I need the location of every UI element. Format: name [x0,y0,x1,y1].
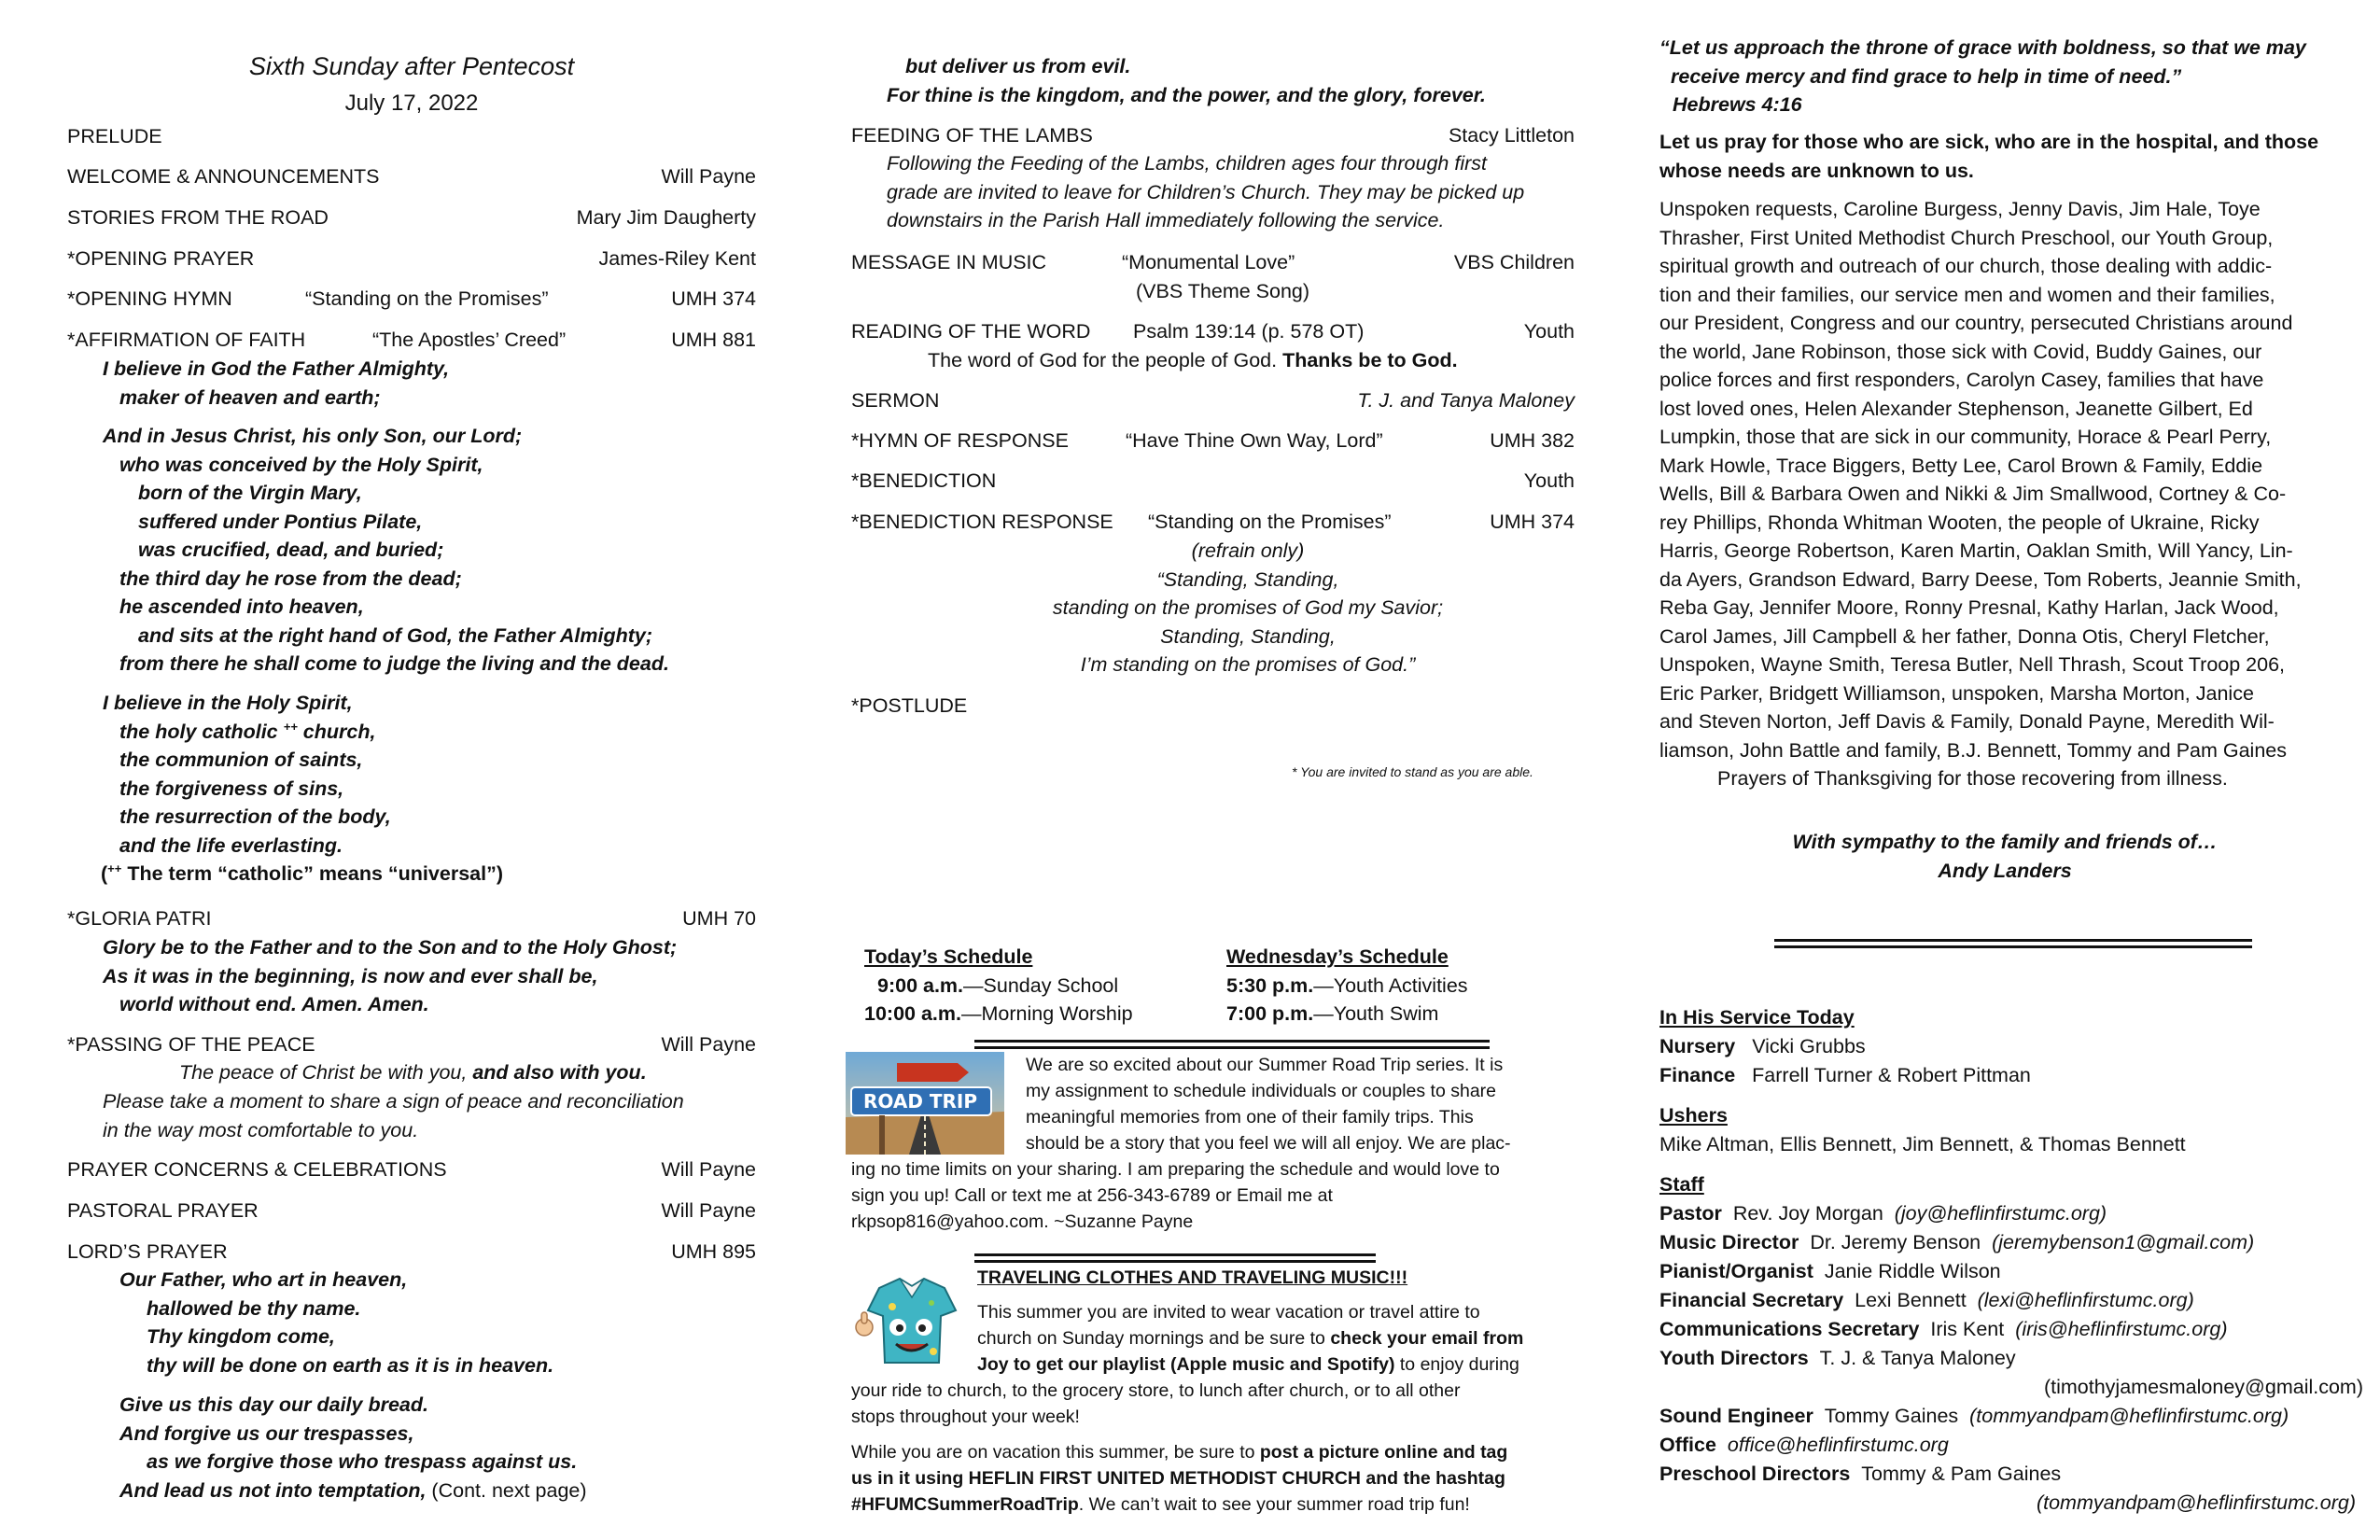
message-music-item: MESSAGE IN MUSIC VBS Children [851,248,1575,277]
traveling-text-5: stops throughout your week! [851,1407,1080,1427]
leader: VBS Children [1453,251,1575,273]
leader: T. J. and Tanya Maloney [1357,389,1575,412]
leader: Youth [1523,320,1575,343]
vacation-text-3: #HFUMCSummerRoadTrip. We can’t wait to see your summer road trip fun! [851,1494,1470,1515]
svg-text:ROAD TRIP: ROAD TRIP [862,1090,978,1113]
prayer-list: Unspoken requests, Caroline Burgess, Jenny Davis, Jim Hale, Toye Thrasher, First United Methodist Church Preschool, our Youth Group, spiritual growth and outreach of our church, those dealing with addic- tion and their families, our service men and women and their families, our President, Congress and our country, persecuted Christians around the world, Jane Robinson, those sick with Covid, Buddy Gaines, our police forces and first responders, Carolyn Casey, families that have lost loved ones, Helen Alexander Stephenson, Jeanette Gilbert, Ed Lumpkin, those that are sick in our community, Horace & Pearl Perry, Mark Howle, Trace Biggers, Betty Lee, Carol Brown & Family, Eddie Wells, Bill & Barbara Owen and Nikki & Jim Smallwood, Cortney & Co- rey Phillips, Rhonda Whitman Wooten, the people of Ukraine, Ricky Harris, George Robertson, Karen Martin, Oaklan Smith, Will Yancy, Lin- da Ayers, Grandson Edward, Barry Deese, Tom Roberts, Jeannie Smith, Reba Gay, Jennifer Moore, Ronny Presnal, Kathy Harlan, Jack Wood, Carol James, Jill Campbell & her father, Donna Otis, Cheryl Fletcher, Unspoken, Wayne Smith, Teresa Butler, Nell Thrash, Scout Troop 206, Eric Parker, Bridgett Williamson, unspoken, Marsha Morton, Janice and Steven Norton, Jeff Davis & Family, Donald Payne, Meredith Wil- liamson, John Battle and family, B.J. Bennett, Tommy and Pam Gaines Prayers of Thanksgiving for those recovering from illness. [1659,195,2350,793]
nursery-row: Nursery Vicki Grubbs [1659,1035,1866,1057]
opening-hymn-title: “Standing on the Promises” [305,287,549,310]
staff-pastor: Pastor Rev. Joy Morgan (joy@heflinfirstumc.org) [1659,1202,2107,1225]
gloria-text: Glory be to the Father and to the Son and to the Holy Ghost; As it was in the beginning, is now and ever shall be, world without end. Amen. Amen. [103,936,678,1015]
catholic-note: (++ The term “catholic” means “universal”) [101,861,503,885]
leader: Will Payne [661,1158,756,1181]
reading-passage: Psalm 139:14 (p. 578 OT) [1133,320,1365,343]
ushers-list: Mike Altman, Ellis Bennett, Jim Bennett, & Thomas Bennett [1659,1133,2186,1155]
sympathy-name: Andy Landers [1938,859,2072,882]
traveling-text-1: This summer you are invited to wear vacation or travel attire to [977,1302,1480,1323]
road-trip-sign-icon [846,1052,1004,1155]
lords-prayer-end: but deliver us from evil. For thine is the kingdom, and the power, and the glory, forever. [887,55,1486,106]
road-trip-text: We are so excited about our Summer Road Trip series. It is my assignment to schedule individuals or couples to share meaningful memories from one of their family trips. This should be a story that you feel we will all enjoy. We are plac- [1026,1055,1511,1154]
vacation-text-2: us in it using HEFLIN FIRST UNITED METHODIST CHURCH and the hashtag [851,1468,1505,1489]
postlude: *POSTLUDE [851,694,968,717]
leader: James-Riley Kent [598,247,756,270]
hymn-response-item: *HYMN OF RESPONSE UMH 382 [851,427,1575,455]
preschool-email[interactable]: (tommyandpam@heflinfirstumc.org) [2036,1491,2356,1514]
music-title: “Monumental Love” [1122,251,1295,273]
reading-item: READING OF THE WORD Youth [851,317,1575,346]
affirmation-item: *AFFIRMATION OF FAITH UMH 881 [67,326,756,355]
email-link[interactable]: office@heflinfirstumc.org [1727,1434,1949,1456]
today-schedule: Today’s Schedule 9:00 a.m.—Sunday School 10:00 a.m.—Morning Worship [864,943,1172,1029]
welcome-item: WELCOME & ANNOUNCEMENTS Will Payne [67,162,756,191]
staff-financial-secretary: Financial Secretary Lexi Bennett (lexi@heflinfirstumc.org) [1659,1289,2194,1311]
peace-response: The peace of Christ be with you, and also with you. [179,1061,647,1084]
email-link[interactable]: (jeremybenson1@gmail.com) [1992,1231,2255,1253]
staff-sound-engineer: Sound Engineer Tommy Gaines (tommyandpam@heflinfirstumc.org) [1659,1405,2289,1427]
traveling-heading: TRAVELING CLOTHES AND TRAVELING MUSIC!!! [977,1267,1408,1288]
finance-row: Finance Farrell Turner & Robert Pittman [1659,1064,2031,1086]
stories-item: STORIES FROM THE ROAD Mary Jim Daugherty [67,203,756,232]
hymn-ref: UMH 374 [1490,511,1575,533]
traveling-text-3: Joy to get our playlist (Apple music and Spotify) to enjoy during [977,1354,1519,1375]
music-subtitle: (VBS Theme Song) [1136,280,1310,302]
verse-reference: Hebrews 4:16 [1673,93,1802,116]
wednesday-schedule: Wednesday’s Schedule 5:30 p.m.—Youth Activities 7:00 p.m.—Youth Swim [1226,943,1544,1029]
staff-heading: Staff [1659,1173,1704,1196]
leader: Will Payne [661,1199,756,1222]
hymn-ref: UMH 881 [671,329,756,351]
hymn-ref: UMH 374 [671,287,756,310]
hymn-response-title: “Have Thine Own Way, Lord” [1126,429,1383,452]
prelude: PRELUDE [67,125,162,147]
creed-part-3: I believe in the Holy Spirit, the holy catholic ++ church, the communion of saints, the forgiveness of sins, the resurrection of the body, and the life everlasting. (++ The term “catholic” means “universal”) [67,689,756,889]
feeding-lambs-item: FEEDING OF THE LAMBS Stacy Littleton [851,121,1575,150]
hymn-ref: UMH 70 [682,907,756,930]
feeding-lambs-text: Following the Feeding of the Lambs, children ages four through first grade are invited to leave for Children’s Church. They may be picked up downstairs in the Parish Hall immediately following the service. [887,152,1525,231]
passing-peace-item: *PASSING OF THE PEACE Will Payne [67,1030,756,1059]
prayer-concerns-item: PRAYER CONCERNS & CELEBRATIONS Will Payne [67,1155,756,1184]
hymn-ref: UMH 895 [671,1240,756,1263]
opening-hymn-item: *OPENING HYMN UMH 374 [67,285,756,314]
peace-instructions: Please take a moment to share a sign of peace and reconciliation in the way most comfortable to you. [103,1090,684,1141]
sermon-item: SERMON T. J. and Tanya Maloney [851,386,1575,415]
creed-part-1: I believe in God the Father Almighty, maker of heaven and earth; [103,357,450,409]
leader: Stacy Littleton [1448,124,1575,147]
road-trip-text-cont: ing no time limits on your sharing. I am preparing the schedule and would love to sign you up! Call or text me at 256-343-6789 or Email me at rkpsop816@yahoo.com. ~Suzanne Payne [851,1159,1500,1232]
staff-pianist: Pianist/Organist Janie Riddle Wilson [1659,1260,2001,1282]
shirt-mascot-icon [851,1269,973,1372]
staff-office: Office office@heflinfirstumc.org [1659,1434,1949,1456]
email-link[interactable]: (joy@heflinfirstumc.org) [1894,1202,2107,1225]
leader: Will Payne [661,165,756,188]
sympathy-note: With sympathy to the family and friends of… Andy Landers [1659,828,2350,885]
road-trip-image [846,1052,1004,1155]
leader: Mary Jim Daugherty [576,206,756,229]
thanksgiving-line: Prayers of Thanksgiving for those recovering from illness. [1717,767,2228,790]
opening-prayer-item: *OPENING PRAYER James-Riley Kent [67,245,756,273]
divider [1774,939,2252,948]
scripture-verse: “Let us approach the throne of grace with boldness, so that we may receive mercy and find grace to help in time of need.” Hebrews 4:16 [1659,34,2350,119]
stand-note: * You are invited to stand as you are able. [1292,764,1533,779]
benediction-response-item: *BENEDICTION RESPONSE UMH 374 [851,508,1575,537]
email-link[interactable]: (lexi@heflinfirstumc.org) [1977,1289,2194,1311]
traveling-text-2: church on Sunday mornings and be sure to check your email from [977,1328,1524,1349]
lords-prayer-text-2: Give us this day our daily bread. And forgive us our trespasses, as we forgive those who trespass against us. And lead us not into temptation, (Cont. next page) [119,1393,587,1502]
refrain-text: (refrain only) “Standing, Standing, standing on the promises of God my Savior; Standing, Standing, I’m standing on the promises of God.” [1052,539,1444,676]
staff-preschool: Preschool Directors Tommy & Pam Gaines [1659,1463,2062,1485]
wednesday-schedule-heading: Wednesday’s Schedule [1226,945,1449,968]
service-title: Sixth Sunday after Pentecost [248,52,575,80]
leader: Youth [1523,469,1575,492]
lords-prayer-item: LORD’S PRAYER UMH 895 [67,1238,756,1267]
gloria-patri-item: *GLORIA PATRI UMH 70 [67,904,756,933]
staff-youth-directors: Youth Directors T. J. & Tanya Maloney [1659,1347,2016,1369]
creed-part-2: And in Jesus Christ, his only Son, our Lord; who was conceived by the Holy Spirit, born of the Virgin Mary, suffered under Pontius Pilate, was crucified, dead, and buried; the third day he rose from the dead; he ascended into heaven, and sits at the right hand of God, the Father Almighty; from there he shall come to judge the living and the dead. [103,425,669,675]
traveling-text-4: your ride to church, to the grocery store, to lunch after church, or to all other [851,1380,1461,1401]
lords-prayer-text-1: Our Father, who art in heaven, hallowed be thy name. Thy kingdom come, thy will be done on earth as it is in heaven. [119,1268,554,1377]
staff-music-director: Music Director Dr. Jeremy Benson (jeremybenson1@gmail.com) [1659,1231,2255,1253]
benediction-item: *BENEDICTION Youth [851,467,1575,496]
hawaiian-shirt-image [851,1269,973,1372]
benediction-response-title: “Standing on the Promises” [1148,511,1392,533]
email-link[interactable]: (iris@heflinfirstumc.org) [2015,1318,2228,1340]
email-link[interactable]: (tommyandpam@heflinfirstumc.org) [1969,1405,2289,1427]
youth-email[interactable]: (timothyjamesmaloney@gmail.com) [2043,1376,2363,1398]
prayer-heading: Let us pray for those who are sick, who are in the hospital, and those whose needs are unknown to us. [1659,131,2319,182]
ushers-heading: Ushers [1659,1104,1728,1127]
vacation-text-1: While you are on vacation this summer, be sure to post a picture online and tag [851,1442,1508,1463]
leader: Will Payne [661,1033,756,1056]
pastoral-prayer-item: PASTORAL PRAYER Will Payne [67,1197,756,1225]
today-schedule-heading: Today’s Schedule [864,945,1033,968]
staff-communications: Communications Secretary Iris Kent (iris@heflinfirstumc.org) [1659,1318,2228,1340]
reading-response: The word of God for the people of God. Thanks be to God. [928,349,1458,371]
divider [974,1253,1376,1263]
service-date: July 17, 2022 [344,91,479,116]
divider [974,1040,1490,1049]
affirmation-title: “The Apostles’ Creed” [372,329,567,351]
hymn-ref: UMH 382 [1490,429,1575,452]
service-heading: In His Service Today [1659,1006,1855,1029]
